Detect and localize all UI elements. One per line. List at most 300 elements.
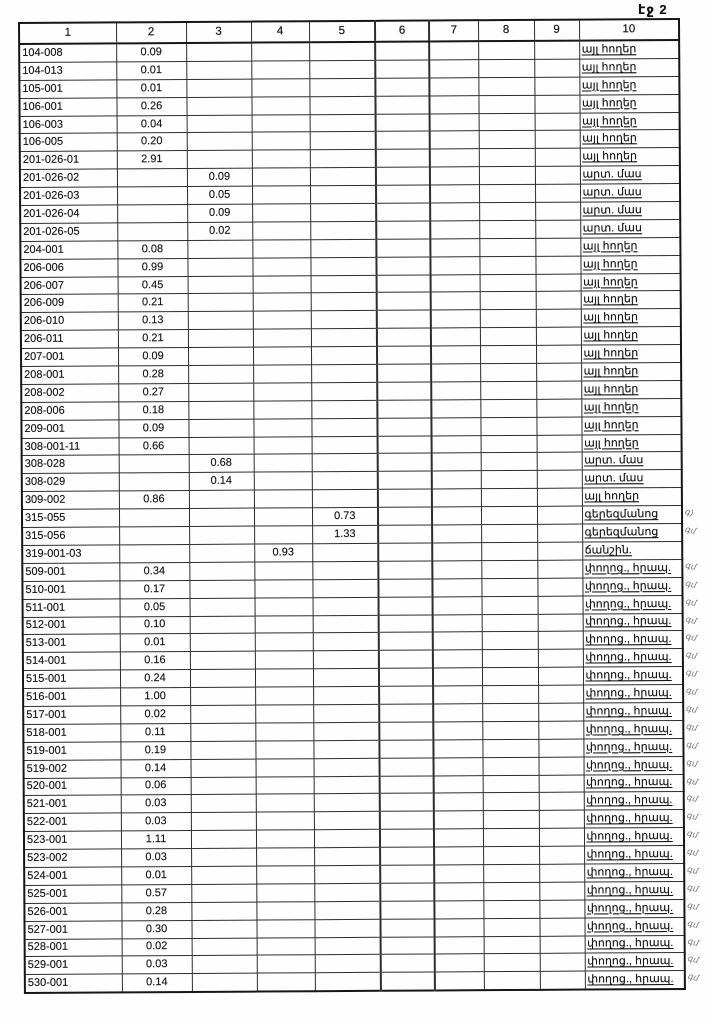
value-col4-cell (256, 919, 314, 937)
handwritten-margin-mark: գմ (685, 774, 699, 787)
empty-col9-cell (539, 775, 584, 793)
empty-col7-cell (431, 274, 480, 292)
parcel-code-cell: 309-002 (22, 491, 119, 509)
land-type-cell (584, 917, 700, 936)
land-type-label: այլ հողեր (582, 114, 637, 128)
value-col4-cell (253, 383, 311, 401)
empty-col8-cell (478, 77, 534, 95)
value-col4-cell (252, 240, 310, 258)
empty-col7-cell (432, 435, 481, 453)
empty-col6-cell (380, 919, 434, 937)
handwritten-margin-mark: գմ (685, 845, 699, 859)
value-col5-cell (312, 490, 378, 508)
land-type-cell (585, 971, 700, 990)
empty-col6-cell (377, 364, 431, 382)
empty-col6-cell (379, 632, 433, 650)
value-col2-cell: 0.03 (121, 795, 191, 813)
empty-col6-cell (379, 686, 433, 704)
value-col4-cell (256, 884, 314, 902)
land-type-label: այլ հողեր (582, 257, 638, 271)
land-type-label: փողոց., հրապ. (586, 848, 673, 861)
empty-col9-cell (537, 488, 582, 506)
value-col4-cell (255, 633, 313, 651)
empty-col6-cell (379, 650, 433, 668)
value-col5-cell (314, 901, 380, 919)
parcel-code-cell: 201-026-04 (20, 205, 117, 223)
empty-col9-cell (539, 828, 584, 846)
parcel-code-cell: 511-001 (23, 598, 120, 616)
empty-col8-cell (480, 381, 536, 399)
empty-col9-cell (536, 292, 581, 310)
handwritten-margin-mark: գմ (683, 523, 697, 537)
land-type-label: փողոց., հրապ. (585, 722, 673, 736)
value-col3-cell (191, 920, 256, 938)
empty-col8-cell (483, 918, 539, 936)
value-col3-cell (188, 347, 253, 365)
value-col5-cell (311, 275, 377, 293)
land-type-label: այլ հողեր (581, 61, 637, 74)
parcel-code-cell: 527-001 (24, 921, 121, 939)
value-col2-cell: 0.21 (118, 330, 188, 348)
empty-col9-cell (536, 309, 581, 327)
empty-col6-cell (380, 901, 434, 919)
value-col3-cell (187, 115, 252, 133)
value-col3-cell (189, 508, 254, 526)
empty-col8-cell (479, 149, 535, 167)
value-col3-cell (191, 794, 256, 812)
value-col5-cell (311, 346, 377, 364)
empty-col7-cell (433, 650, 482, 668)
value-col2-cell: 0.01 (121, 866, 191, 884)
empty-col7-cell (433, 614, 482, 632)
empty-col8-cell (480, 417, 536, 435)
value-col4-cell (255, 597, 313, 615)
empty-col9-cell (539, 918, 584, 936)
value-col3-cell (188, 294, 253, 312)
land-type-label: փողոց., հրապ. (586, 776, 673, 789)
empty-col8-cell (480, 328, 536, 346)
value-col2-cell: 0.02 (120, 705, 190, 723)
value-col5-cell (310, 239, 376, 257)
value-col4-cell (253, 275, 311, 293)
land-type-label: փողոց., հրապ. (586, 758, 673, 772)
parcel-code-cell: 529-001 (25, 956, 122, 974)
land-type-label: փողոց., հրապ. (584, 579, 672, 593)
empty-col9-cell (537, 435, 582, 453)
empty-col8-cell (481, 506, 537, 524)
value-col2-cell: 0.16 (120, 652, 190, 670)
empty-col6-cell (379, 722, 433, 740)
land-type-cell (581, 380, 681, 399)
parcel-code-cell: 530-001 (25, 974, 122, 993)
empty-col7-cell (434, 865, 483, 883)
land-type-cell (584, 845, 699, 865)
empty-col7-cell (432, 489, 481, 507)
land-type-label: փողոց., հրապ. (586, 865, 673, 879)
empty-col8-cell (480, 345, 536, 363)
land-type-cell (580, 219, 680, 238)
parcel-code-cell: 201-026-02 (20, 169, 117, 187)
value-col3-cell (186, 61, 251, 79)
value-col2-cell (117, 187, 187, 205)
empty-col8-cell (481, 542, 537, 560)
value-col4-cell (256, 901, 314, 919)
empty-col7-cell (430, 256, 479, 274)
parcel-code-cell: 509-001 (22, 563, 119, 581)
land-type-cell (582, 452, 682, 471)
parcel-code-cell: 208-002 (21, 384, 118, 402)
handwritten-margin-mark: գմ (684, 738, 698, 751)
empty-col7-cell (432, 543, 481, 561)
empty-col6-cell (377, 275, 431, 293)
parcel-code-cell: 519-002 (24, 760, 121, 778)
parcel-code-cell: 208-006 (21, 402, 118, 420)
empty-col6-cell (378, 471, 432, 489)
column-header-4: 4 (251, 21, 309, 42)
value-col4-cell (253, 418, 311, 436)
value-col2-cell: 0.19 (120, 741, 190, 759)
empty-col8-cell (482, 703, 538, 721)
empty-col9-cell (540, 936, 585, 954)
value-col3-cell (192, 973, 257, 992)
value-col2-cell (119, 473, 189, 491)
value-col4-cell (253, 401, 311, 419)
parcel-code-cell: 515-001 (23, 670, 120, 688)
handwritten-margin-mark: գմ (685, 810, 699, 823)
empty-col9-cell (537, 578, 582, 596)
empty-col7-cell (433, 668, 482, 686)
empty-col8-cell (478, 59, 534, 77)
value-col2-cell: 0.34 (119, 562, 189, 580)
land-type-label: փողոց., հրապ. (585, 633, 672, 646)
empty-col6-cell (378, 579, 432, 597)
land-type-cell (580, 255, 680, 274)
value-col3-cell (189, 562, 254, 580)
value-col3-cell (190, 669, 255, 687)
value-col2-cell (117, 204, 187, 222)
land-type-cell (584, 863, 699, 882)
value-col2-cell: 0.24 (120, 670, 190, 688)
land-type-label: այլ հողեր (582, 132, 637, 145)
handwritten-margin-mark: գմ (684, 595, 698, 608)
land-type-cell (580, 130, 680, 149)
value-col2-cell: 0.27 (118, 383, 188, 401)
land-type-label: արտ. մաս (582, 204, 642, 217)
value-col4-cell (255, 723, 313, 741)
value-col3-cell: 0.09 (187, 204, 252, 222)
empty-col7-cell (431, 382, 480, 400)
value-col4-cell (256, 848, 314, 866)
land-type-label: փողոց., հրապ. (586, 812, 673, 825)
value-col5-cell (312, 454, 378, 472)
parcel-code-cell: 206-011 (21, 330, 118, 348)
empty-col7-cell (432, 453, 481, 471)
parcel-code-cell: 510-001 (22, 581, 119, 599)
land-type-cell (583, 720, 698, 739)
parcel-code-cell: 528-001 (25, 938, 122, 956)
empty-col9-cell (539, 882, 584, 900)
empty-col7-cell (430, 149, 479, 167)
empty-col6-cell (375, 41, 429, 60)
land-type-label: այլ հողեր (583, 275, 638, 289)
value-col5-cell (309, 42, 375, 61)
value-col5-cell (312, 472, 378, 490)
empty-col7-cell (430, 238, 479, 256)
handwritten-margin-mark: գմ (684, 666, 698, 680)
value-col3-cell (190, 633, 255, 651)
value-col3-cell (191, 884, 256, 902)
value-col5-cell (313, 633, 379, 651)
empty-col8-cell (480, 292, 536, 310)
empty-col9-cell (535, 131, 580, 149)
value-col4-cell: 0.93 (254, 544, 312, 562)
land-type-cell (582, 506, 695, 525)
empty-col8-cell (484, 936, 540, 954)
empty-col6-cell (378, 543, 432, 561)
value-col3-cell: 0.09 (187, 168, 252, 186)
empty-col6-cell (380, 758, 434, 776)
empty-col9-cell (538, 721, 583, 739)
empty-col6-cell (380, 829, 434, 847)
empty-col7-cell (432, 471, 481, 489)
land-type-cell (583, 649, 698, 668)
land-type-cell (581, 291, 681, 310)
land-type-label: այլ հողեր (581, 78, 637, 92)
empty-col8-cell (480, 310, 536, 328)
value-col2-cell: 0.17 (119, 580, 189, 598)
value-col5-cell (310, 132, 376, 150)
land-type-cell (581, 273, 681, 292)
parcel-code-cell: 105-001 (19, 80, 116, 98)
land-type-cell (583, 738, 698, 757)
handwritten-margin-mark: գմ (685, 827, 699, 841)
empty-col8-cell (479, 113, 535, 131)
empty-col8-cell (479, 202, 535, 220)
value-col3-cell: 0.05 (187, 186, 252, 204)
value-col3-cell (188, 311, 253, 329)
empty-col6-cell (381, 972, 435, 991)
empty-col6-cell (377, 346, 431, 364)
value-col2-cell: 0.86 (119, 491, 189, 509)
value-col3-cell (188, 329, 253, 347)
land-type-cell (583, 684, 698, 704)
value-col2-cell: 0.02 (122, 938, 192, 956)
parcel-code-cell: 207-001 (21, 348, 118, 366)
empty-col7-cell (433, 722, 482, 740)
empty-col9-cell (538, 757, 583, 775)
value-col3-cell (190, 651, 255, 669)
land-type-cell (585, 953, 700, 972)
value-col3-cell (190, 705, 255, 723)
parcel-code-cell: 526-001 (24, 903, 121, 921)
empty-col8-cell (479, 184, 535, 202)
empty-col6-cell (377, 292, 431, 310)
empty-col6-cell (378, 525, 432, 543)
land-type-label: այլ հողեր (583, 347, 639, 360)
land-type-label: այլ հողեր (583, 293, 638, 306)
handwritten-margin-mark: գմ (686, 953, 700, 966)
value-col4-cell (251, 42, 309, 61)
value-col2-cell: 0.30 (121, 920, 191, 938)
empty-col9-cell (539, 864, 584, 882)
land-type-label: փողոց., հրապ. (585, 704, 672, 718)
land-type-label: այլ հողեր (584, 436, 639, 450)
value-col3-cell (187, 240, 252, 258)
empty-col9-cell (538, 739, 583, 757)
empty-col7-cell (431, 417, 480, 435)
value-col5-cell (314, 919, 380, 937)
land-type-cell (583, 631, 698, 650)
empty-col6-cell (378, 453, 432, 471)
value-col2-cell: 0.06 (121, 777, 191, 795)
empty-col9-cell (538, 685, 583, 703)
value-col2-cell: 0.11 (120, 723, 190, 741)
empty-col9-cell (538, 614, 583, 632)
empty-col7-cell (433, 632, 482, 650)
value-col4-cell (257, 973, 315, 992)
value-col4-cell (252, 114, 310, 132)
value-col2-cell: 0.26 (116, 97, 186, 115)
value-col2-cell: 0.08 (117, 240, 187, 258)
value-col2-cell (119, 455, 189, 473)
land-type-label: այլ հողեր (583, 418, 639, 432)
value-col4-cell (257, 937, 315, 955)
empty-col6-cell (376, 185, 430, 203)
value-col4-cell (253, 347, 311, 365)
value-col2-cell: 0.03 (122, 956, 192, 974)
land-type-label: փողոց., հրապ. (585, 687, 672, 700)
value-col5-cell (310, 185, 376, 203)
value-col5-cell (309, 78, 375, 96)
value-col5-cell (310, 168, 376, 186)
parcel-code-cell: 512-001 (23, 616, 120, 634)
empty-col7-cell (432, 525, 481, 543)
empty-col7-cell (434, 811, 483, 829)
empty-col7-cell (429, 60, 478, 78)
handwritten-margin-mark: գմ (686, 971, 700, 984)
empty-col7-cell (430, 203, 479, 221)
value-col4-cell (255, 740, 313, 758)
land-type-cell (581, 309, 681, 328)
empty-col7-cell (431, 310, 480, 328)
empty-col8-cell (481, 560, 537, 578)
empty-col9-cell (535, 113, 580, 131)
empty-col7-cell (434, 900, 483, 918)
empty-col7-cell (431, 292, 480, 310)
empty-col8-cell (482, 596, 538, 614)
column-header-5: 5 (309, 21, 375, 42)
empty-col6-cell (377, 418, 431, 436)
parcel-code-cell: 513-001 (23, 634, 120, 652)
land-type-label: փողոց., հրապ. (586, 919, 674, 933)
empty-col6-cell (381, 937, 435, 955)
handwritten-margin-mark: գ) (683, 506, 695, 518)
empty-col9-cell (538, 631, 583, 649)
empty-col8-cell (479, 220, 535, 238)
handwritten-margin-mark: գմ (684, 631, 698, 644)
land-type-cell (579, 40, 679, 59)
value-col3-cell (187, 150, 252, 168)
land-type-label: փողոց., հրապ. (586, 883, 674, 897)
land-type-cell (583, 756, 699, 775)
value-col2-cell (117, 222, 187, 240)
land-type-cell (584, 899, 699, 918)
value-col5-cell (314, 883, 380, 901)
handwritten-margin-mark: գմ (686, 917, 700, 930)
parcel-code-cell: 524-001 (24, 867, 121, 885)
value-col5-cell (313, 740, 379, 758)
empty-col9-cell (535, 148, 580, 166)
empty-col6-cell (378, 561, 432, 579)
value-col3-cell: 0.14 (189, 472, 254, 490)
parcel-code-cell: 308-029 (22, 473, 119, 491)
value-col5-cell (309, 96, 375, 114)
value-col2-cell: 0.05 (120, 598, 190, 616)
empty-col9-cell (535, 238, 580, 256)
empty-col9-cell (537, 560, 582, 578)
land-type-label: գերեզմանոց (584, 508, 659, 521)
empty-col6-cell (376, 149, 430, 167)
empty-col6-cell (380, 847, 434, 865)
empty-col6-cell (379, 597, 433, 615)
table-row (25, 971, 685, 993)
land-type-cell (583, 666, 698, 686)
value-col2-cell (119, 509, 189, 527)
value-col4-cell (252, 257, 310, 275)
value-col3-cell (188, 276, 253, 294)
land-type-label: փողոց., հրապ. (585, 615, 672, 628)
handwritten-margin-mark: գմ (684, 684, 698, 698)
empty-col6-cell (380, 793, 434, 811)
value-col3-cell (190, 723, 255, 741)
value-col5-cell (314, 812, 380, 830)
empty-col8-cell (482, 739, 538, 757)
value-col4-cell (254, 579, 312, 597)
empty-col8-cell (483, 811, 539, 829)
empty-col8-cell (482, 650, 538, 668)
land-type-label: փողոց., հրապ. (584, 561, 672, 575)
empty-col8-cell (482, 614, 538, 632)
empty-col9-cell (538, 649, 583, 667)
land-type-cell (584, 881, 699, 900)
land-type-cell (580, 237, 680, 256)
value-col5-cell (310, 150, 376, 168)
empty-col9-cell (535, 202, 580, 220)
land-type-label: փողոց., հրապ. (586, 830, 673, 843)
value-col3-cell (188, 383, 253, 401)
handwritten-margin-mark: գմ (685, 756, 699, 769)
land-type-label: այլ հողեր (583, 400, 639, 414)
value-col2-cell: 0.66 (119, 437, 189, 455)
column-header-1: 1 (19, 22, 116, 44)
land-type-label: արտ. մաս (582, 168, 642, 181)
value-col4-cell (252, 222, 310, 240)
empty-col8-cell (481, 471, 537, 489)
parcel-code-cell: 519-001 (23, 742, 120, 760)
parcel-code-cell: 308-028 (22, 455, 119, 473)
parcel-code-cell: 523-001 (24, 831, 121, 849)
value-col4-cell (253, 329, 311, 347)
value-col2-cell: 0.03 (121, 813, 191, 831)
value-col3-cell (190, 687, 255, 705)
empty-col9-cell (536, 363, 581, 381)
value-col3-cell (192, 955, 257, 973)
handwritten-margin-mark: գմ (685, 899, 699, 912)
value-col4-cell (251, 61, 309, 79)
parcel-code-cell: 201-026-03 (20, 187, 117, 205)
value-col5-cell (311, 311, 377, 329)
parcel-code-cell: 518-001 (23, 724, 120, 742)
